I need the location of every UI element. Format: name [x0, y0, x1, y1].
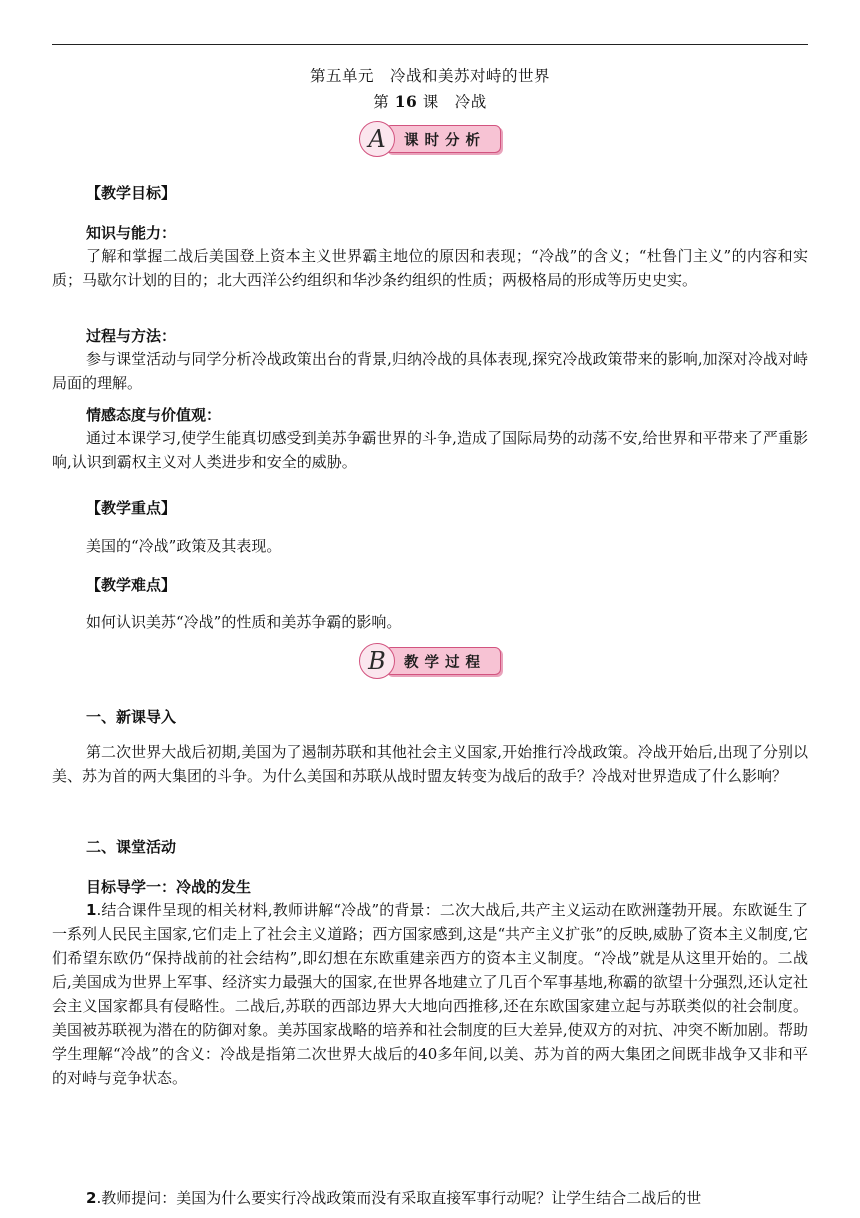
header-rule	[52, 44, 808, 45]
intro-heading: 一、新课导入	[86, 708, 177, 726]
knowledge-text: 了解和掌握二战后美国登上资本主义世界霸主地位的原因和表现；“冷战”的含义；“杜鲁门主义”的内容和实质；马歇尔计划的目的；北大西洋公约组织和华沙条约组织的性质；两极格局的形成等历史史实。	[52, 247, 808, 289]
key-points-heading: 【教学重点】	[86, 499, 177, 517]
attitude-heading: 情感态度与价值观：	[86, 406, 222, 424]
badge-letter-a-icon: A	[359, 121, 395, 157]
item1-paragraph	[52, 898, 808, 1090]
process-method-text: 参与课堂活动与同学分析冷战政策出台的背景,归纳冷战的具体表现,探究冷战政策带来的影响,加深对冷战对峙局面的理解。	[52, 350, 808, 392]
badge-label-teaching-process: 教学过程	[385, 647, 501, 675]
attitude-text: 通过本课学习,使学生能真切感受到美苏争霸世界的斗争,造成了国际局势的动荡不安,给世界和平带来了严重影响,认识到霸权主义对人类进步和安全的威胁。	[52, 429, 808, 471]
item2-number: 2	[86, 1189, 97, 1207]
section-badge-lesson-analysis	[359, 122, 501, 156]
lesson-suffix: 课 冷战	[422, 93, 487, 111]
process-method-heading: 过程与方法：	[86, 327, 177, 345]
difficulties-text: 如何认识美苏“冷战”的性质和美苏争霸的影响。	[86, 613, 402, 631]
lesson-title	[0, 90, 860, 112]
difficulties-heading: 【教学难点】	[86, 576, 177, 594]
section-badge-teaching-process	[359, 644, 501, 678]
item1-text: .结合课件呈现的相关材料,教师讲解“冷战”的背景：二次大战后,共产主义运动在欧洲蓬勃开展。东欧诞生了一系列人民民主国家,它们走上了社会主义道路；西方国家感到,这是“共产主义扩张”的反映,威胁了资本主义制度,它们希望东欧仍“保持战前的社会结构”,即幻想在东欧重建亲西方的资本主义制度。“冷战”就是从这里开始的。二战后,美国成为世界上军事、经济实力最强大的国家,在世界各地建立了几百个军事基地,称霸的欲望十分强烈,还认定社会主义国家都具有侵略性。二战后,苏联的西部边界大大地向西推移,还在东欧国家建立起与苏联类似的社会制度。美国被苏联视为潜在的防御对象。美苏国家战略的培养和社会制度的巨大差异,使双方的对抗、冲突不断加剧。帮助学生理解“冷战”的含义：冷战是指第二次世界大战后的40多年间,以美、苏为首的两大集团之间既非战争又非和平的对峙与竞争状态。	[52, 901, 808, 1087]
badge-label-lesson-analysis: 课时分析	[385, 125, 501, 153]
lesson-prefix: 第	[373, 93, 390, 111]
key-points-text: 美国的“冷战”政策及其表现。	[86, 537, 282, 555]
goal1-heading: 目标导学一：冷战的发生	[86, 878, 252, 896]
badge-letter-b-icon: B	[359, 643, 395, 679]
item2-paragraph	[52, 1186, 808, 1210]
unit-title: 第五单元 冷战和美苏对峙的世界	[309, 67, 550, 85]
item1-number: 1	[86, 901, 97, 919]
intro-text: 第二次世界大战后初期,美国为了遏制苏联和其他社会主义国家,开始推行冷战政策。冷战开始后,出现了分别以美、苏为首的两大集团的斗争。为什么美国和苏联从战时盟友转变为战后的敌手？冷战对世界造成了什么影响？	[52, 743, 808, 785]
objectives-heading: 【教学目标】	[86, 184, 177, 202]
activity-heading: 二、课堂活动	[86, 838, 177, 856]
lesson-number: 16	[394, 92, 418, 111]
item2-text: .教师提问：美国为什么要实行冷战政策而没有采取直接军事行动呢？让学生结合二战后的世	[96, 1189, 702, 1207]
knowledge-heading: 知识与能力：	[86, 224, 177, 242]
